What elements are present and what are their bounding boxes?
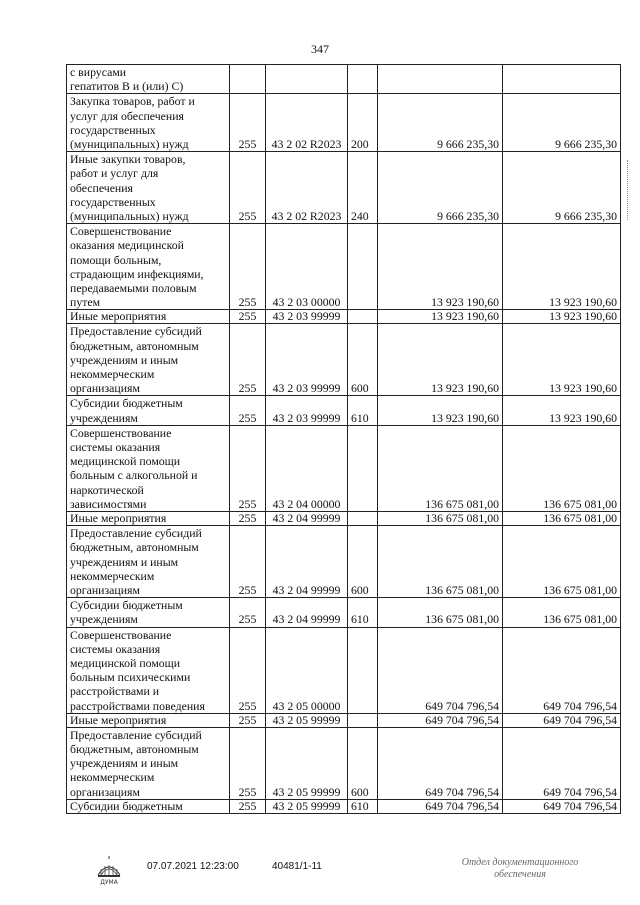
row-expense-type: 610 — [348, 598, 378, 627]
row-grbs: 255 — [230, 526, 266, 598]
table-row — [67, 152, 621, 224]
row-grbs: 255 — [230, 512, 266, 526]
row-grbs: 255 — [230, 224, 266, 310]
row-target-article: 43 2 04 99999 — [266, 598, 348, 627]
row-name: Иные мероприятия — [67, 310, 230, 324]
table-row — [67, 94, 621, 152]
row-grbs: 255 — [230, 396, 266, 425]
row-amount-1: 136 675 081,00 — [378, 526, 503, 598]
row-expense-type — [348, 425, 378, 511]
row-amount-2: 136 675 081,00 — [503, 512, 621, 526]
table-row — [67, 396, 621, 425]
table-row — [67, 799, 621, 813]
table-row — [67, 65, 621, 94]
row-grbs: 255 — [230, 598, 266, 627]
duma-logo — [92, 853, 126, 892]
table-row — [67, 727, 621, 799]
row-name: Предоставление субсидий бюджетным, автономным учреждениям и иным некоммерческим организациям — [67, 324, 230, 396]
row-expense-type: 200 — [348, 94, 378, 152]
row-amount-1: 649 704 796,54 — [378, 727, 503, 799]
row-target-article: 43 2 04 00000 — [266, 425, 348, 511]
row-expense-type: 600 — [348, 324, 378, 396]
row-amount-1: 9 666 235,30 — [378, 152, 503, 224]
row-amount-2: 136 675 081,00 — [503, 526, 621, 598]
row-amount-1 — [378, 65, 503, 94]
row-target-article: 43 2 02 R2023 — [266, 94, 348, 152]
row-amount-2: 9 666 235,30 — [503, 94, 621, 152]
row-amount-2: 9 666 235,30 — [503, 152, 621, 224]
row-amount-1: 13 923 190,60 — [378, 310, 503, 324]
row-name: Закупка товаров, работ и услуг для обеспечения государственных (муниципальных) нужд — [67, 94, 230, 152]
row-target-article: 43 2 05 99999 — [266, 799, 348, 813]
row-target-article: 43 2 05 99999 — [266, 727, 348, 799]
row-target-article: 43 2 03 99999 — [266, 396, 348, 425]
row-amount-1: 13 923 190,60 — [378, 324, 503, 396]
stamp-line-2: обеспечения — [494, 869, 546, 880]
row-name: Субсидии бюджетным — [67, 799, 230, 813]
row-name: Совершенствование оказания медицинской помощи больным, страдающим инфекциями, передаваемыми половым путем — [67, 224, 230, 310]
table-row — [67, 324, 621, 396]
table-row — [67, 224, 621, 310]
row-expense-type: 600 — [348, 526, 378, 598]
row-expense-type — [348, 627, 378, 713]
row-target-article: 43 2 03 00000 — [266, 224, 348, 310]
row-name: Субсидии бюджетным учреждениям — [67, 396, 230, 425]
row-grbs: 255 — [230, 324, 266, 396]
page-footer — [0, 853, 640, 893]
row-target-article: 43 2 05 99999 — [266, 713, 348, 727]
row-amount-1: 649 704 796,54 — [378, 799, 503, 813]
row-amount-2: 649 704 796,54 — [503, 627, 621, 713]
row-grbs: 255 — [230, 799, 266, 813]
row-name: Совершенствование системы оказания медицинской помощи больным с алкогольной и наркотической зависимостями — [67, 425, 230, 511]
row-amount-2: 13 923 190,60 — [503, 310, 621, 324]
table-row — [67, 713, 621, 727]
row-name: Субсидии бюджетным учреждениям — [67, 598, 230, 627]
row-grbs: 255 — [230, 425, 266, 511]
row-grbs: 255 — [230, 713, 266, 727]
row-name: с вирусами гепатитов В и (или) С) — [67, 65, 230, 94]
row-name: Иные мероприятия — [67, 713, 230, 727]
row-amount-1: 136 675 081,00 — [378, 598, 503, 627]
row-expense-type — [348, 512, 378, 526]
row-amount-1: 136 675 081,00 — [378, 512, 503, 526]
row-amount-2 — [503, 65, 621, 94]
row-amount-1: 9 666 235,30 — [378, 94, 503, 152]
footer-doc-number: 40481/1-11 — [272, 861, 322, 872]
row-target-article: 43 2 04 99999 — [266, 512, 348, 526]
row-target-article — [266, 65, 348, 94]
row-name: Иные мероприятия — [67, 512, 230, 526]
row-amount-1: 649 704 796,54 — [378, 627, 503, 713]
row-amount-1: 13 923 190,60 — [378, 396, 503, 425]
department-stamp — [440, 857, 600, 881]
row-expense-type — [348, 310, 378, 324]
row-amount-1: 13 923 190,60 — [378, 224, 503, 310]
stamp-line-1: Отдел документационного — [461, 857, 579, 868]
edge-scan-mark — [627, 160, 634, 220]
row-expense-type — [348, 224, 378, 310]
footer-datetime: 07.07.2021 12:23:00 — [147, 861, 239, 872]
table-row — [67, 310, 621, 324]
row-name: Предоставление субсидий бюджетным, автономным учреждениям и иным некоммерческим организациям — [67, 526, 230, 598]
row-amount-2: 13 923 190,60 — [503, 396, 621, 425]
row-amount-2: 13 923 190,60 — [503, 324, 621, 396]
row-amount-1: 649 704 796,54 — [378, 713, 503, 727]
row-expense-type: 600 — [348, 727, 378, 799]
row-target-article: 43 2 03 99999 — [266, 310, 348, 324]
table-row — [67, 598, 621, 627]
row-target-article: 43 2 05 00000 — [266, 627, 348, 713]
row-amount-2: 649 704 796,54 — [503, 727, 621, 799]
table-row — [67, 512, 621, 526]
row-amount-2: 649 704 796,54 — [503, 713, 621, 727]
row-grbs: 255 — [230, 727, 266, 799]
row-amount-2: 649 704 796,54 — [503, 799, 621, 813]
row-target-article: 43 2 02 R2023 — [266, 152, 348, 224]
table-row — [67, 425, 621, 511]
row-expense-type: 610 — [348, 799, 378, 813]
row-amount-2: 136 675 081,00 — [503, 425, 621, 511]
row-expense-type: 610 — [348, 396, 378, 425]
row-name: Предоставление субсидий бюджетным, автономным учреждениям и иным некоммерческим организациям — [67, 727, 230, 799]
row-amount-2: 136 675 081,00 — [503, 598, 621, 627]
row-expense-type: 240 — [348, 152, 378, 224]
page-number: 347 — [311, 42, 329, 56]
table-row — [67, 526, 621, 598]
row-grbs: 255 — [230, 310, 266, 324]
row-grbs: 255 — [230, 627, 266, 713]
svg-text:ДУМА: ДУМА — [100, 879, 118, 886]
row-grbs: 255 — [230, 94, 266, 152]
row-expense-type — [348, 65, 378, 94]
row-expense-type — [348, 713, 378, 727]
row-target-article: 43 2 03 99999 — [266, 324, 348, 396]
row-target-article: 43 2 04 99999 — [266, 526, 348, 598]
row-amount-1: 136 675 081,00 — [378, 425, 503, 511]
row-name: Совершенствование системы оказания медицинской помощи больным психическими расстройствами и расстройствами поведения — [67, 627, 230, 713]
row-grbs: 255 — [230, 152, 266, 224]
row-name: Иные закупки товаров, работ и услуг для обеспечения государственных (муниципальных) нужд — [67, 152, 230, 224]
row-amount-2: 13 923 190,60 — [503, 224, 621, 310]
row-grbs — [230, 65, 266, 94]
budget-table — [66, 64, 621, 814]
table-row — [67, 627, 621, 713]
